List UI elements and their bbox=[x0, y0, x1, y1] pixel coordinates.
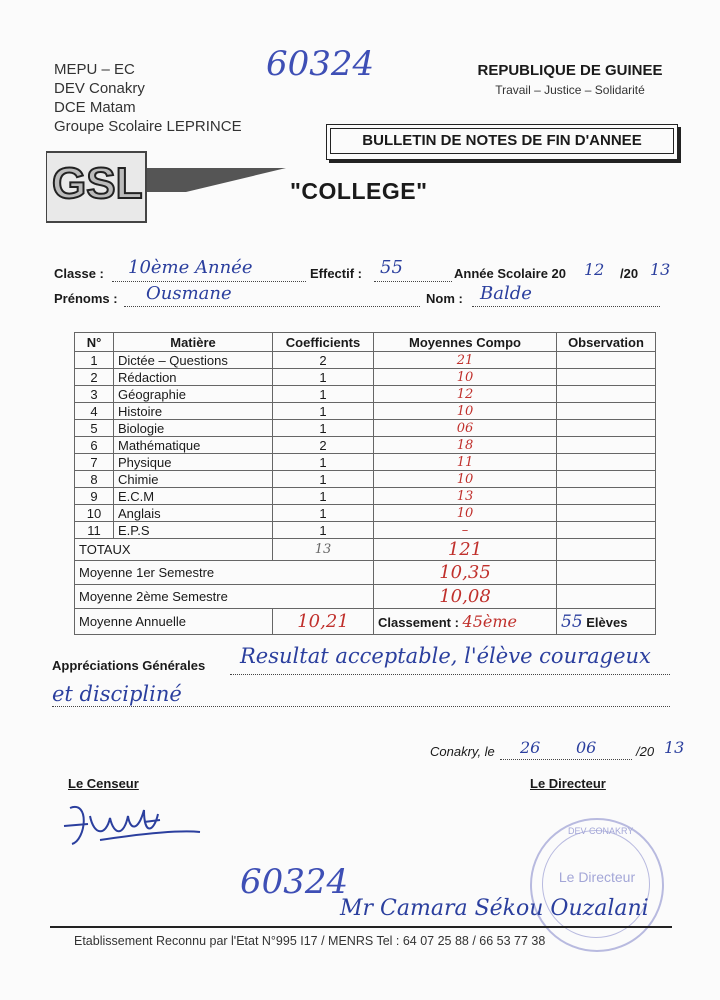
header-line-ministry: MEPU – EC bbox=[54, 61, 135, 78]
row-coef: 1 bbox=[273, 403, 374, 420]
row-matiere: Biologie bbox=[114, 420, 273, 437]
row-moyenne: 18 bbox=[374, 437, 557, 454]
row-coef: 1 bbox=[273, 454, 374, 471]
date-month: 06 bbox=[576, 738, 597, 757]
row-matiere: Chimie bbox=[114, 471, 273, 488]
row-moyenne: 10 bbox=[374, 505, 557, 522]
prenoms-label: Prénoms : bbox=[54, 291, 118, 306]
stamp-center-text: Le Directeur bbox=[558, 869, 636, 885]
date-label: Conakry, le bbox=[430, 744, 495, 759]
col-header-moyennes: Moyennes Compo bbox=[374, 333, 557, 352]
footer-rule bbox=[50, 926, 672, 928]
row-num: 8 bbox=[75, 471, 114, 488]
handwritten-number: 60324 bbox=[266, 44, 375, 84]
row-matiere: E.P.S bbox=[114, 522, 273, 539]
annee-end: 13 bbox=[650, 260, 671, 279]
moyenne1-observation bbox=[557, 561, 656, 585]
school-header bbox=[54, 60, 242, 136]
moyenne2-observation bbox=[557, 585, 656, 609]
row-coef: 1 bbox=[273, 386, 374, 403]
row-observation bbox=[557, 522, 656, 539]
moyenne2-row bbox=[75, 585, 656, 609]
date-year-prefix: /20 bbox=[636, 744, 655, 759]
row-observation bbox=[557, 505, 656, 522]
totaux-observation bbox=[557, 539, 656, 561]
country-header bbox=[440, 62, 700, 97]
row-moyenne: 10 bbox=[374, 471, 557, 488]
row-num: 3 bbox=[75, 386, 114, 403]
row-moyenne: 10 bbox=[374, 403, 557, 420]
official-stamp bbox=[530, 818, 664, 952]
annee-start: 12 bbox=[584, 260, 605, 279]
classement-value: 45ème bbox=[462, 612, 518, 631]
row-matiere: Rédaction bbox=[114, 369, 273, 386]
totaux-value: 121 bbox=[374, 539, 557, 561]
row-num: 10 bbox=[75, 505, 114, 522]
footer-text: Etablissement Reconnu par l'Etat N°995 I17 / MENRS Tel : 64 07 25 88 / 66 53 77 38 bbox=[74, 934, 546, 948]
censeur-label: Le Censeur bbox=[68, 776, 139, 791]
moyenne-annuelle-value: 10,21 bbox=[273, 609, 374, 635]
row-matiere: Mathématique bbox=[114, 437, 273, 454]
classe-label: Classe : bbox=[54, 266, 104, 281]
nom-value: Balde bbox=[480, 283, 532, 304]
table-row bbox=[75, 437, 656, 454]
totaux-label: TOTAUX bbox=[75, 539, 273, 561]
row-matiere: Géographie bbox=[114, 386, 273, 403]
classe-value: 10ème Année bbox=[128, 257, 253, 278]
row-observation bbox=[557, 454, 656, 471]
appreciations-label: Appréciations Générales bbox=[52, 658, 206, 673]
effectif-label: Effectif : bbox=[310, 266, 362, 281]
row-coef: 2 bbox=[273, 352, 374, 369]
row-num: 5 bbox=[75, 420, 114, 437]
row-observation bbox=[557, 369, 656, 386]
country-motto: Travail – Justice – Solidarité bbox=[495, 83, 645, 97]
row-matiere: E.C.M bbox=[114, 488, 273, 505]
row-observation bbox=[557, 471, 656, 488]
row-matiere: Anglais bbox=[114, 505, 273, 522]
row-coef: 1 bbox=[273, 369, 374, 386]
col-header-num: N° bbox=[75, 333, 114, 352]
moyenne1-label: Moyenne 1er Semestre bbox=[75, 561, 374, 585]
bulletin-title: BULLETIN DE NOTES DE FIN D'ANNEE bbox=[330, 128, 674, 154]
row-num: 2 bbox=[75, 369, 114, 386]
country-name: REPUBLIQUE DE GUINEE bbox=[477, 62, 663, 79]
table-row bbox=[75, 522, 656, 539]
table-row bbox=[75, 386, 656, 403]
row-num: 6 bbox=[75, 437, 114, 454]
row-observation bbox=[557, 386, 656, 403]
gsl-logo-graphic bbox=[46, 148, 286, 228]
header-line-school: Groupe Scolaire LEPRINCE bbox=[54, 118, 242, 135]
censeur-signature bbox=[60, 796, 210, 856]
row-observation bbox=[557, 488, 656, 505]
table-row bbox=[75, 352, 656, 369]
classement-cell bbox=[374, 609, 557, 635]
date-day: 26 bbox=[520, 738, 541, 757]
annee-sep: /20 bbox=[620, 266, 639, 281]
totaux-row bbox=[75, 539, 656, 561]
moyenne2-label: Moyenne 2ème Semestre bbox=[75, 585, 374, 609]
col-header-observation: Observation bbox=[557, 333, 656, 352]
header-line-dce: DCE Matam bbox=[54, 99, 136, 116]
row-coef: 1 bbox=[273, 471, 374, 488]
eleves-label: Elèves bbox=[586, 614, 628, 630]
row-num: 4 bbox=[75, 403, 114, 420]
row-num: 9 bbox=[75, 488, 114, 505]
table-header-row bbox=[75, 333, 656, 352]
moyenne-annuelle-label: Moyenne Annuelle bbox=[75, 609, 273, 635]
nom-label: Nom : bbox=[426, 291, 463, 306]
row-moyenne: 13 bbox=[374, 488, 557, 505]
eleves-total: 55 bbox=[561, 611, 583, 632]
row-coef: 1 bbox=[273, 488, 374, 505]
row-coef: 2 bbox=[273, 437, 374, 454]
moyenne2-value: 10,08 bbox=[374, 585, 557, 609]
row-observation bbox=[557, 403, 656, 420]
table-row bbox=[75, 454, 656, 471]
directeur-label: Le Directeur bbox=[530, 776, 606, 791]
table-row bbox=[75, 488, 656, 505]
row-num: 7 bbox=[75, 454, 114, 471]
gsl-logo bbox=[46, 148, 286, 228]
row-moyenne: 11 bbox=[374, 454, 557, 471]
row-observation bbox=[557, 352, 656, 369]
handwritten-number-bottom: 60324 bbox=[240, 862, 349, 902]
header-line-dev: DEV Conakry bbox=[54, 80, 145, 97]
row-coef: 1 bbox=[273, 505, 374, 522]
row-moyenne: 06 bbox=[374, 420, 557, 437]
classement-label: Classement : bbox=[378, 615, 459, 630]
row-moyenne: – bbox=[374, 522, 557, 539]
table-row bbox=[75, 505, 656, 522]
row-moyenne: 12 bbox=[374, 386, 557, 403]
row-matiere: Histoire bbox=[114, 403, 273, 420]
effectif-value: 55 bbox=[380, 257, 403, 278]
directeur-name: Mr Camara Sékou Ouzalani bbox=[340, 896, 649, 921]
row-matiere: Physique bbox=[114, 454, 273, 471]
date-year: 13 bbox=[664, 738, 685, 757]
logo-gs: GSL bbox=[52, 159, 143, 208]
col-header-matiere: Matière bbox=[114, 333, 273, 352]
row-coef: 1 bbox=[273, 420, 374, 437]
row-moyenne: 10 bbox=[374, 369, 557, 386]
table-row bbox=[75, 471, 656, 488]
appreciations-line2: et discipliné bbox=[52, 682, 182, 706]
annee-label: Année Scolaire 20 bbox=[454, 266, 566, 281]
totaux-coef: 13 bbox=[273, 539, 374, 561]
row-coef: 1 bbox=[273, 522, 374, 539]
row-moyenne: 21 bbox=[374, 352, 557, 369]
table-row bbox=[75, 369, 656, 386]
moyenne1-value: 10,35 bbox=[374, 561, 557, 585]
moyenne1-row bbox=[75, 561, 656, 585]
col-header-coef: Coefficients bbox=[273, 333, 374, 352]
appreciations-line1: Resultat acceptable, l'élève courageux bbox=[240, 644, 651, 668]
college-label: "COLLEGE" bbox=[290, 178, 428, 204]
bulletin-title-box bbox=[326, 124, 678, 160]
eleves-cell bbox=[557, 609, 656, 635]
row-num: 11 bbox=[75, 522, 114, 539]
prenoms-value: Ousmane bbox=[146, 283, 232, 304]
grades-table bbox=[74, 332, 656, 635]
row-observation bbox=[557, 420, 656, 437]
row-matiere: Dictée – Questions bbox=[114, 352, 273, 369]
row-num: 1 bbox=[75, 352, 114, 369]
table-row bbox=[75, 403, 656, 420]
moyenne-annuelle-row bbox=[75, 609, 656, 635]
row-observation bbox=[557, 437, 656, 454]
stamp-ring-text: DEV CONAKRY bbox=[568, 826, 634, 836]
table-row bbox=[75, 420, 656, 437]
